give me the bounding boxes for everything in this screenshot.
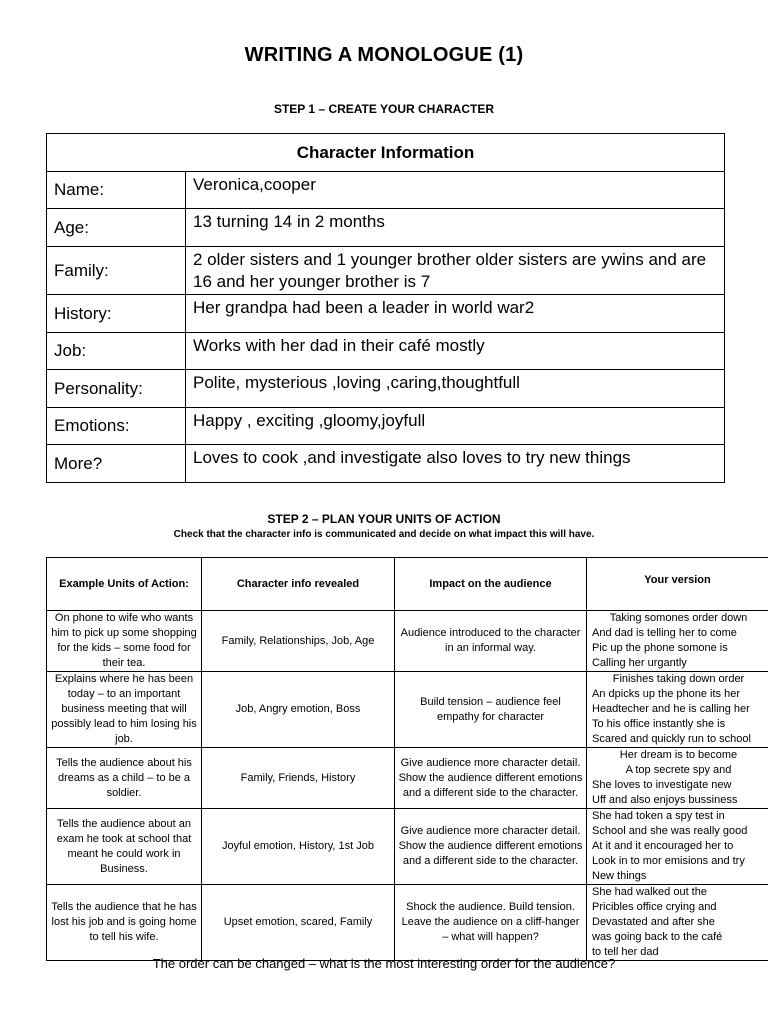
step2-heading: STEP 2 – PLAN YOUR UNITS OF ACTION	[267, 512, 501, 526]
info-cell: Upset emotion, scared, Family	[202, 885, 395, 961]
table-row	[47, 748, 768, 809]
character-info-table	[46, 133, 725, 483]
row-label: Personality:	[47, 370, 186, 408]
example-cell: Explains where he has been today – to an important business meeting that will possibly lead to him losing his job.	[47, 672, 202, 748]
version-line: Her dream is to become	[619, 749, 738, 761]
row-value[interactable]: Works with her dad in their café mostly	[186, 333, 725, 370]
version-cell[interactable]	[587, 611, 768, 672]
header-example: Example Units of Action:	[47, 558, 202, 611]
info-cell: Family, Friends, History	[202, 748, 395, 809]
example-cell: Tells the audience that he has lost his job and is going home to tell his wife.	[47, 885, 202, 961]
version-cell[interactable]	[587, 748, 768, 809]
table-row	[47, 445, 725, 483]
version-line: Headtecher and he is calling her	[592, 703, 750, 715]
version-line: And dad is telling her to come	[592, 627, 737, 639]
row-label: Family:	[47, 247, 186, 295]
version-line: School and she was really good	[592, 825, 748, 837]
version-line: A top secrete spy and	[625, 764, 732, 776]
row-value[interactable]: Loves to cook ,and investigate also loves to try new things	[186, 445, 725, 483]
table-row	[47, 295, 725, 333]
row-label: More?	[47, 445, 186, 483]
version-line: She had walked out the	[592, 886, 707, 898]
header-version: Your version	[587, 558, 768, 611]
version-line: to tell her dad	[592, 946, 659, 958]
table-row	[47, 333, 725, 370]
version-line: Finishes taking down order	[612, 673, 745, 685]
impact-cell: Shock the audience. Build tension. Leave the audience on a cliff-hanger – what will happen?	[395, 885, 587, 961]
impact-cell: Audience introduced to the character in an informal way.	[395, 611, 587, 672]
table-row	[47, 247, 725, 295]
table-row	[47, 672, 768, 748]
table-row	[47, 611, 768, 672]
version-line: Devastated and after she	[592, 916, 715, 928]
footer-note: The order can be changed – what is the most interesting order for the audience?	[152, 956, 616, 971]
table-row	[47, 408, 725, 445]
table-header-row	[47, 558, 768, 611]
version-cell[interactable]	[587, 809, 768, 885]
version-line: Calling her urgantly	[592, 657, 687, 669]
version-line: Taking somones order down	[609, 612, 748, 624]
table-row	[47, 370, 725, 408]
info-cell: Job, Angry emotion, Boss	[202, 672, 395, 748]
row-value[interactable]: Polite, mysterious ,loving ,caring,thoughtfull	[186, 370, 725, 408]
header-impact: Impact on the audience	[395, 558, 587, 611]
table-row	[47, 885, 768, 961]
row-value[interactable]: 13 turning 14 in 2 months	[186, 209, 725, 247]
version-line: Look in to mor emisions and try	[592, 855, 745, 867]
row-value[interactable]: 2 older sisters and 1 younger brother older sisters are ywins and are 16 and her younger brother is 7	[186, 247, 725, 295]
page-title: WRITING A MONOLOGUE (1)	[244, 44, 524, 66]
version-line: She had token a spy test in	[592, 810, 725, 822]
version-line: At it and it encouraged her to	[592, 840, 734, 852]
table-row	[47, 809, 768, 885]
header-info: Character info revealed	[202, 558, 395, 611]
character-info-title: Character Information	[47, 134, 725, 172]
row-label: Emotions:	[47, 408, 186, 445]
version-line: An dpicks up the phone its her	[592, 688, 740, 700]
version-line: was going back to the café	[592, 931, 723, 943]
version-line: Pic up the phone somone is	[592, 642, 728, 654]
step1-heading: STEP 1 – CREATE YOUR CHARACTER	[273, 102, 495, 116]
version-cell[interactable]	[587, 885, 768, 961]
version-line: She loves to investigate new	[592, 779, 732, 791]
version-line: To his office instantly she is	[592, 718, 726, 730]
impact-cell: Give audience more character detail. Show the audience different emotions and a different side to the character.	[395, 809, 587, 885]
table-row	[47, 209, 725, 247]
row-label: Job:	[47, 333, 186, 370]
table-row	[47, 172, 725, 209]
step2-subheading: Check that the character info is communicated and decide on what impact this will have.	[173, 529, 595, 540]
row-value[interactable]: Happy , exciting ,gloomy,joyfull	[186, 408, 725, 445]
row-label: Age:	[47, 209, 186, 247]
example-cell: On phone to wife who wants him to pick up some shopping for the kids – some food for their tea.	[47, 611, 202, 672]
version-line: Pricibles office crying and	[592, 901, 717, 913]
row-value[interactable]: Veronica,cooper	[186, 172, 725, 209]
version-line: Scared and quickly run to school	[592, 733, 751, 745]
version-line: Uff and also enjoys bussiness	[592, 794, 738, 806]
info-cell: Joyful emotion, History, 1st Job	[202, 809, 395, 885]
row-label: Name:	[47, 172, 186, 209]
row-value[interactable]: Her grandpa had been a leader in world war2	[186, 295, 725, 333]
version-cell[interactable]	[587, 672, 768, 748]
row-label: History:	[47, 295, 186, 333]
version-line: New things	[592, 870, 647, 882]
example-cell: Tells the audience about an exam he took at school that meant he could work in Business.	[47, 809, 202, 885]
impact-cell: Build tension – audience feel empathy for character	[395, 672, 587, 748]
impact-cell: Give audience more character detail. Show the audience different emotions and a different side to the character.	[395, 748, 587, 809]
units-of-action-table	[46, 557, 768, 961]
info-cell: Family, Relationships, Job, Age	[202, 611, 395, 672]
example-cell: Tells the audience about his dreams as a child – to be a soldier.	[47, 748, 202, 809]
